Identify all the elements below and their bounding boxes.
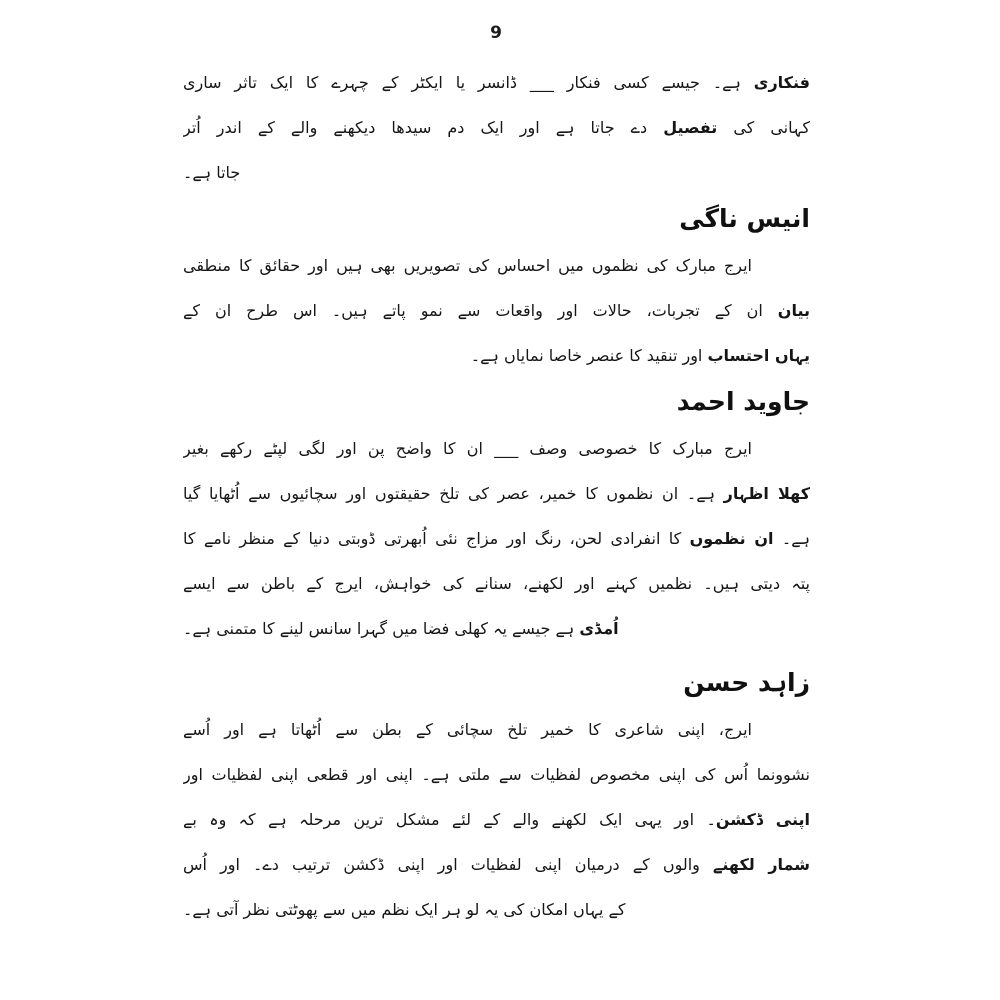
text-segment: اور تنقید کا عنصر خاصا نمایاں ہے۔ bbox=[470, 346, 708, 365]
text-line bbox=[183, 752, 810, 797]
bold-text-segment: کھلا اظہار bbox=[723, 484, 810, 503]
text-line bbox=[183, 797, 810, 842]
paragraph bbox=[183, 243, 810, 378]
text-segment: ایرج مبارک کی نظموں میں احساس کی تصویریں بھی ہیں اور حقائق کا منطقی bbox=[183, 256, 752, 275]
text-line bbox=[183, 707, 810, 752]
text-line bbox=[183, 842, 810, 887]
text-segment: ہے۔ bbox=[773, 529, 810, 548]
text-segment: دے جاتا ہے اور ایک دم سیدھا دیکھنے والے کے اندر اُتر bbox=[183, 118, 664, 137]
text-line bbox=[183, 606, 810, 651]
text-line bbox=[183, 887, 810, 932]
paragraph bbox=[183, 60, 810, 195]
text-line bbox=[183, 150, 810, 195]
text-segment: کے یہاں امکان کی یہ لو ہر ایک نظم میں سے پھوٹتی نظر آتی ہے۔ bbox=[183, 900, 626, 919]
text-line bbox=[183, 426, 810, 471]
scanned-book-page bbox=[183, 0, 810, 932]
bold-text-segment: ان نظموں bbox=[689, 529, 774, 548]
section-heading-zahid-hasan: زاہد حسن bbox=[683, 668, 810, 697]
text-line bbox=[183, 60, 810, 105]
text-segment: ان کے تجربات، حالات اور واقعات سے نمو پاتے ہیں۔ اس طرح ان کے bbox=[183, 301, 778, 320]
text-segment: ہے۔ جیسے کسی فنکار ___ ڈانسر یا ایکٹر کے چہرے کا ایک تاثر ساری bbox=[183, 73, 754, 92]
page-number: 9 bbox=[490, 23, 503, 43]
bold-text-segment: اپنی ڈکشن bbox=[715, 810, 810, 829]
text-segment: جاتا ہے۔ bbox=[183, 163, 241, 182]
text-line bbox=[183, 516, 810, 561]
text-line bbox=[183, 243, 810, 288]
text-segment: والوں کے درمیان اپنی لفظیات اور اپنی ڈکشن ترتیب دے۔ اور اُس bbox=[183, 855, 713, 874]
section-heading-anees-nagi: انیس ناگی bbox=[679, 204, 810, 233]
paragraph bbox=[183, 426, 810, 651]
bold-text-segment: یہاں احتساب bbox=[707, 346, 810, 365]
text-line bbox=[183, 105, 810, 150]
text-segment: پتہ دیتی ہیں۔ نظمیں کہنے اور لکھنے، سنانے کی خواہش، ایرج کے باطن سے ایسے bbox=[183, 574, 810, 593]
text-line bbox=[183, 333, 810, 378]
text-segment: ہے۔ ان نظموں کا خمیر، عصر کی تلخ حقیقتوں اور سچائیوں سے اُٹھایا گیا bbox=[183, 484, 724, 503]
bold-text-segment: فنکاری bbox=[753, 73, 810, 92]
text-line bbox=[183, 288, 810, 333]
text-segment: ایرج، اپنی شاعری کا خمیر تلخ سچائی کے بطن سے اُٹھاتا ہے اور اُسے bbox=[183, 720, 752, 739]
paragraph bbox=[183, 707, 810, 932]
text-segment: کہانی کی bbox=[717, 118, 810, 137]
bold-text-segment: اُمڈی bbox=[579, 619, 619, 638]
text-segment: ۔ اور یہی ایک لکھنے والے کے لئے مشکل ترین مرحلہ ہے کہ وہ بے bbox=[183, 810, 716, 829]
bold-text-segment: بیان bbox=[777, 301, 810, 320]
bold-text-segment: تفصیل bbox=[663, 118, 718, 137]
text-segment: نشوونما اُس کی اپنی مخصوص لفظیات سے ملتی ہے۔ اپنی اور قطعی اپنی لفظیات اور bbox=[183, 765, 810, 784]
bold-text-segment: شمار لکھنے bbox=[712, 855, 810, 874]
text-segment: ہے جیسے یہ کھلی فضا میں گہرا سانس لینے کا متمنی ہے۔ bbox=[183, 619, 580, 638]
text-segment: ایرج مبارک کا خصوصی وصف ___ ان کا واضح پن اور لگی لپٹے رکھے بغیر bbox=[183, 439, 752, 458]
text-line bbox=[183, 471, 810, 516]
section-heading-javed-ahmad: جاوید احمد bbox=[676, 387, 810, 416]
text-segment: کا انفرادی لحن، رنگ اور مزاج نئی اُبھرتی ڈوبتی دنیا کے منظر نامے کا bbox=[183, 529, 690, 548]
text-line bbox=[183, 561, 810, 606]
